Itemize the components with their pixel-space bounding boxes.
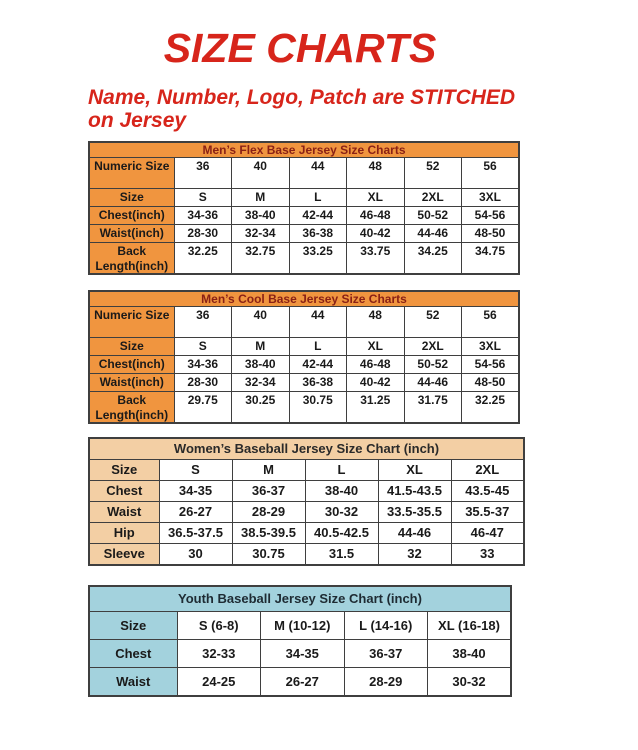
size-cell: 26-27 bbox=[159, 502, 232, 523]
size-cell: 32.25 bbox=[462, 392, 520, 424]
size-cell: 40.5-42.5 bbox=[305, 523, 378, 544]
size-cell: 32.75 bbox=[232, 243, 290, 275]
size-cell: S bbox=[159, 460, 232, 481]
size-cell: L bbox=[289, 338, 347, 356]
size-cell: 44-46 bbox=[404, 225, 462, 243]
size-cell: 31.75 bbox=[404, 392, 462, 424]
size-cell: 32-33 bbox=[177, 640, 261, 668]
size-cell: 46-48 bbox=[347, 207, 405, 225]
size-cell: XL bbox=[378, 460, 451, 481]
table-row bbox=[89, 189, 519, 207]
size-cell: 28-29 bbox=[232, 502, 305, 523]
size-cell: 42-44 bbox=[289, 207, 347, 225]
row-label: Hip bbox=[89, 523, 159, 544]
size-cell: 56 bbox=[462, 307, 520, 338]
size-cell: 2XL bbox=[451, 460, 524, 481]
table-row bbox=[89, 374, 519, 392]
size-cell: 48 bbox=[347, 307, 405, 338]
size-cell: 44 bbox=[289, 307, 347, 338]
size-cell: 42-44 bbox=[289, 356, 347, 374]
size-cell: 40 bbox=[232, 307, 290, 338]
size-cell: 52 bbox=[404, 307, 462, 338]
size-cell: 2XL bbox=[404, 338, 462, 356]
size-cell: M bbox=[232, 338, 290, 356]
size-cell: 36 bbox=[174, 158, 232, 189]
page-subtitle bbox=[88, 86, 515, 132]
table-row bbox=[89, 612, 511, 640]
size-cell: 28-30 bbox=[174, 225, 232, 243]
size-cell: M bbox=[232, 189, 290, 207]
size-cell: 56 bbox=[462, 158, 520, 189]
size-cell: 46-47 bbox=[451, 523, 524, 544]
size-cell: S bbox=[174, 338, 232, 356]
size-cell: L bbox=[305, 460, 378, 481]
mens-cool-base-table bbox=[88, 290, 520, 424]
youth-baseball-title: Youth Baseball Jersey Size Chart (inch) bbox=[89, 586, 511, 612]
size-cell: 50-52 bbox=[404, 356, 462, 374]
row-label: Waist bbox=[89, 668, 177, 697]
size-cell: 34-36 bbox=[174, 207, 232, 225]
size-cell: 33 bbox=[451, 544, 524, 566]
size-cell: 30.75 bbox=[232, 544, 305, 566]
table-row bbox=[89, 544, 524, 566]
table-row bbox=[89, 392, 519, 424]
size-cell: L bbox=[289, 189, 347, 207]
size-cell: 48-50 bbox=[462, 374, 520, 392]
size-cell: 36-37 bbox=[232, 481, 305, 502]
row-label: Sleeve bbox=[89, 544, 159, 566]
size-cell: 33.75 bbox=[347, 243, 405, 275]
size-cell: 38-40 bbox=[232, 207, 290, 225]
size-cell: XL (16-18) bbox=[428, 612, 512, 640]
table-row bbox=[89, 668, 511, 697]
size-cell: 40-42 bbox=[347, 225, 405, 243]
size-cell: 26-27 bbox=[261, 668, 345, 697]
size-cell: 3XL bbox=[462, 189, 520, 207]
size-cell: 50-52 bbox=[404, 207, 462, 225]
size-cell: 46-48 bbox=[347, 356, 405, 374]
table-row bbox=[89, 460, 524, 481]
table-row bbox=[89, 640, 511, 668]
row-label: Back Length(inch) bbox=[89, 243, 174, 275]
row-label: Waist(inch) bbox=[89, 225, 174, 243]
youth-baseball-table bbox=[88, 585, 512, 697]
row-label: Waist(inch) bbox=[89, 374, 174, 392]
size-cell: 28-29 bbox=[344, 668, 428, 697]
mens-cool-base-title: Men’s Cool Base Jersey Size Charts bbox=[89, 291, 519, 307]
size-cell: XL bbox=[347, 338, 405, 356]
mens-flex-base-title: Men’s Flex Base Jersey Size Charts bbox=[89, 142, 519, 158]
size-cell: 36 bbox=[174, 307, 232, 338]
size-cell: 43.5-45 bbox=[451, 481, 524, 502]
size-cell: M (10-12) bbox=[261, 612, 345, 640]
size-cell: 36-37 bbox=[344, 640, 428, 668]
page-title: SIZE CHARTS bbox=[163, 25, 437, 71]
table-row bbox=[89, 481, 524, 502]
size-cell: 30-32 bbox=[305, 502, 378, 523]
size-cell: 38.5-39.5 bbox=[232, 523, 305, 544]
size-cell: 38-40 bbox=[232, 356, 290, 374]
row-label: Back Length(inch) bbox=[89, 392, 174, 424]
size-cell: 34.75 bbox=[462, 243, 520, 275]
womens-baseball-title: Women’s Baseball Jersey Size Chart (inch) bbox=[89, 438, 524, 460]
size-cell: 24-25 bbox=[177, 668, 261, 697]
subtitle-line-2: on Jersey bbox=[88, 109, 187, 132]
table-row bbox=[89, 243, 519, 275]
size-cell: 36-38 bbox=[289, 225, 347, 243]
table-row bbox=[89, 523, 524, 544]
size-cell: M bbox=[232, 460, 305, 481]
table-row bbox=[89, 338, 519, 356]
table-row bbox=[89, 356, 519, 374]
size-cell: 28-30 bbox=[174, 374, 232, 392]
size-cell: 54-56 bbox=[462, 207, 520, 225]
size-cell: 30-32 bbox=[428, 668, 512, 697]
table-row bbox=[89, 207, 519, 225]
row-label: Chest bbox=[89, 481, 159, 502]
size-cell: 31.25 bbox=[347, 392, 405, 424]
size-cell: 30.75 bbox=[289, 392, 347, 424]
size-cell: 40-42 bbox=[347, 374, 405, 392]
size-cell: 41.5-43.5 bbox=[378, 481, 451, 502]
size-cell: 48-50 bbox=[462, 225, 520, 243]
row-label: Chest(inch) bbox=[89, 356, 174, 374]
size-cell: 32-34 bbox=[232, 225, 290, 243]
size-cell: 44-46 bbox=[404, 374, 462, 392]
size-cell: 44-46 bbox=[378, 523, 451, 544]
size-cell: XL bbox=[347, 189, 405, 207]
size-cell: 33.5-35.5 bbox=[378, 502, 451, 523]
size-cell: S bbox=[174, 189, 232, 207]
subtitle-line-1: Name, Number, Logo, Patch are STITCHED bbox=[88, 86, 516, 109]
size-cell: 32-34 bbox=[232, 374, 290, 392]
size-cell: 34-35 bbox=[159, 481, 232, 502]
mens-flex-base-table bbox=[88, 141, 520, 275]
womens-baseball-table bbox=[88, 437, 525, 566]
row-label: Size bbox=[89, 612, 177, 640]
table-row bbox=[89, 502, 524, 523]
table-row bbox=[89, 225, 519, 243]
table-row bbox=[89, 158, 519, 189]
row-label: Size bbox=[89, 338, 174, 356]
row-label: Chest bbox=[89, 640, 177, 668]
row-label: Size bbox=[89, 189, 174, 207]
row-label: Waist bbox=[89, 502, 159, 523]
row-label: Numeric Size bbox=[89, 158, 174, 189]
size-cell: 31.5 bbox=[305, 544, 378, 566]
size-cell: 33.25 bbox=[289, 243, 347, 275]
size-cell: 38-40 bbox=[305, 481, 378, 502]
size-cell: 36-38 bbox=[289, 374, 347, 392]
size-cell: 44 bbox=[289, 158, 347, 189]
size-cell: 30.25 bbox=[232, 392, 290, 424]
size-cell: 54-56 bbox=[462, 356, 520, 374]
size-cell: 38-40 bbox=[428, 640, 512, 668]
size-cell: 2XL bbox=[404, 189, 462, 207]
size-cell: 34-36 bbox=[174, 356, 232, 374]
row-label: Chest(inch) bbox=[89, 207, 174, 225]
size-cell: 36.5-37.5 bbox=[159, 523, 232, 544]
size-cell: 34-35 bbox=[261, 640, 345, 668]
size-cell: 29.75 bbox=[174, 392, 232, 424]
size-cell: 52 bbox=[404, 158, 462, 189]
table-row bbox=[89, 307, 519, 338]
size-cell: 35.5-37 bbox=[451, 502, 524, 523]
size-cell: 40 bbox=[232, 158, 290, 189]
size-cell: 32 bbox=[378, 544, 451, 566]
size-cell: S (6-8) bbox=[177, 612, 261, 640]
size-cell: 30 bbox=[159, 544, 232, 566]
size-cell: 34.25 bbox=[404, 243, 462, 275]
size-cell: 48 bbox=[347, 158, 405, 189]
size-cell: 32.25 bbox=[174, 243, 232, 275]
row-label: Size bbox=[89, 460, 159, 481]
row-label: Numeric Size bbox=[89, 307, 174, 338]
size-cell: 3XL bbox=[462, 338, 520, 356]
size-cell: L (14-16) bbox=[344, 612, 428, 640]
